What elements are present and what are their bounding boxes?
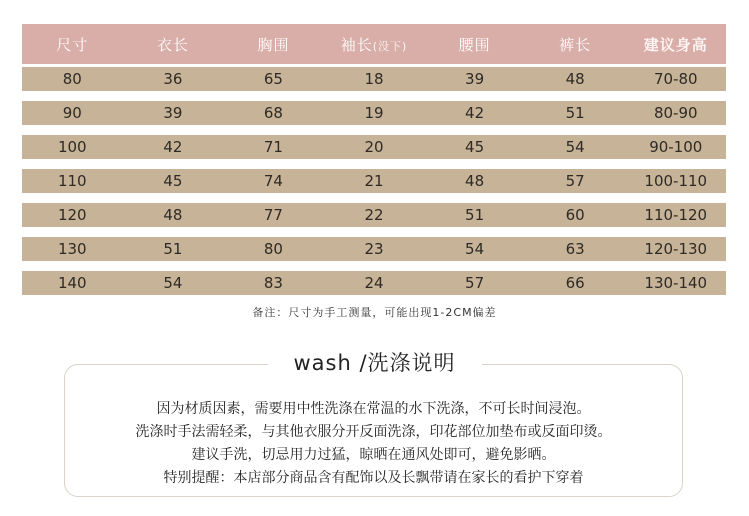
- table-cell: 42: [163, 138, 183, 156]
- wash-line: 洗涤时手法需轻柔，与其他衣服分开反面洗涤，印花部位加垫布或反面印烫。: [135, 424, 612, 440]
- header-length: 衣长: [156, 35, 189, 54]
- table-row: [22, 203, 726, 227]
- wash-title-en: wash: [293, 351, 352, 375]
- table-cell: 110: [57, 172, 87, 190]
- table-cell: 21: [364, 172, 384, 190]
- table-cell: 57: [465, 274, 485, 292]
- table-cell: 57: [565, 172, 585, 190]
- header-waist: 腰围: [458, 35, 491, 54]
- table-cell: 54: [565, 138, 585, 156]
- table-cell: 45: [163, 172, 183, 190]
- wash-line: 因为材质因素，需要用中性洗涤在常温的水下洗涤，不可长时间浸泡。: [156, 401, 591, 417]
- table-cell: 45: [465, 138, 485, 156]
- table-cell: 110-120: [644, 206, 708, 224]
- table-cell: 63: [565, 240, 585, 258]
- table-cell: 19: [364, 104, 384, 122]
- header-sleeve-label: 袖长: [340, 35, 373, 54]
- table-cell: 42: [465, 104, 485, 122]
- table-cell: 39: [465, 70, 485, 88]
- table-cell: 130: [57, 240, 87, 258]
- table-row: [22, 135, 726, 159]
- wash-title-cn: /洗涤说明: [359, 351, 456, 375]
- table-row: [22, 271, 726, 295]
- table-cell: 120: [57, 206, 87, 224]
- table-row: [22, 101, 726, 125]
- table-cell: 60: [565, 206, 585, 224]
- header-sleeve-note: (没下): [372, 39, 408, 53]
- table-cell: 140: [57, 274, 87, 292]
- header-chest: 胸围: [257, 35, 290, 54]
- table-cell: 48: [465, 172, 485, 190]
- wash-title: [0, 347, 749, 377]
- header-sleeve: [324, 34, 425, 55]
- table-cell: 77: [263, 206, 283, 224]
- table-cell: 68: [263, 104, 283, 122]
- table-cell: 48: [565, 70, 585, 88]
- table-row: [22, 67, 726, 91]
- table-cell: 39: [163, 104, 183, 122]
- header-height: 建议身高: [643, 35, 708, 54]
- table-cell: 90: [62, 104, 82, 122]
- table-cell: 100: [57, 138, 87, 156]
- table-cell: 18: [364, 70, 384, 88]
- table-cell: 36: [163, 70, 183, 88]
- table-cell: 22: [364, 206, 384, 224]
- table-cell: 120-130: [644, 240, 708, 258]
- table-cell: 48: [163, 206, 183, 224]
- table-row: [22, 169, 726, 193]
- table-cell: 51: [465, 206, 485, 224]
- table-cell: 20: [364, 138, 384, 156]
- table-cell: 71: [263, 138, 283, 156]
- size-table-header: [22, 24, 726, 64]
- table-cell: 70-80: [653, 70, 698, 88]
- measurement-note: 备注：尺寸为手工测量，可能出现1-2CM偏差: [252, 306, 497, 319]
- wash-line: 特别提醒：本店部分商品含有配饰以及长飘带请在家长的看护下穿着: [163, 470, 584, 486]
- table-cell: 90-100: [649, 138, 703, 156]
- table-cell: 23: [364, 240, 384, 258]
- table-cell: 74: [263, 172, 283, 190]
- table-cell: 51: [565, 104, 585, 122]
- table-cell: 51: [163, 240, 183, 258]
- table-cell: 80-90: [653, 104, 698, 122]
- table-cell: 80: [263, 240, 283, 258]
- table-cell: 80: [62, 70, 82, 88]
- table-row: [22, 237, 726, 261]
- header-pants-length: 裤长: [559, 35, 592, 54]
- table-cell: 24: [364, 274, 384, 292]
- wash-line: 建议手洗，切忌用力过猛，晾晒在通风处即可，避免影晒。: [191, 447, 556, 463]
- wash-instructions: [64, 398, 683, 490]
- table-cell: 130-140: [644, 274, 708, 292]
- table-cell: 83: [263, 274, 283, 292]
- size-table-body: [22, 64, 726, 295]
- table-cell: 54: [465, 240, 485, 258]
- table-cell: 65: [263, 70, 283, 88]
- table-cell: 66: [565, 274, 585, 292]
- table-cell: 54: [163, 274, 183, 292]
- header-size: 尺寸: [56, 35, 89, 54]
- table-cell: 100-110: [644, 172, 708, 190]
